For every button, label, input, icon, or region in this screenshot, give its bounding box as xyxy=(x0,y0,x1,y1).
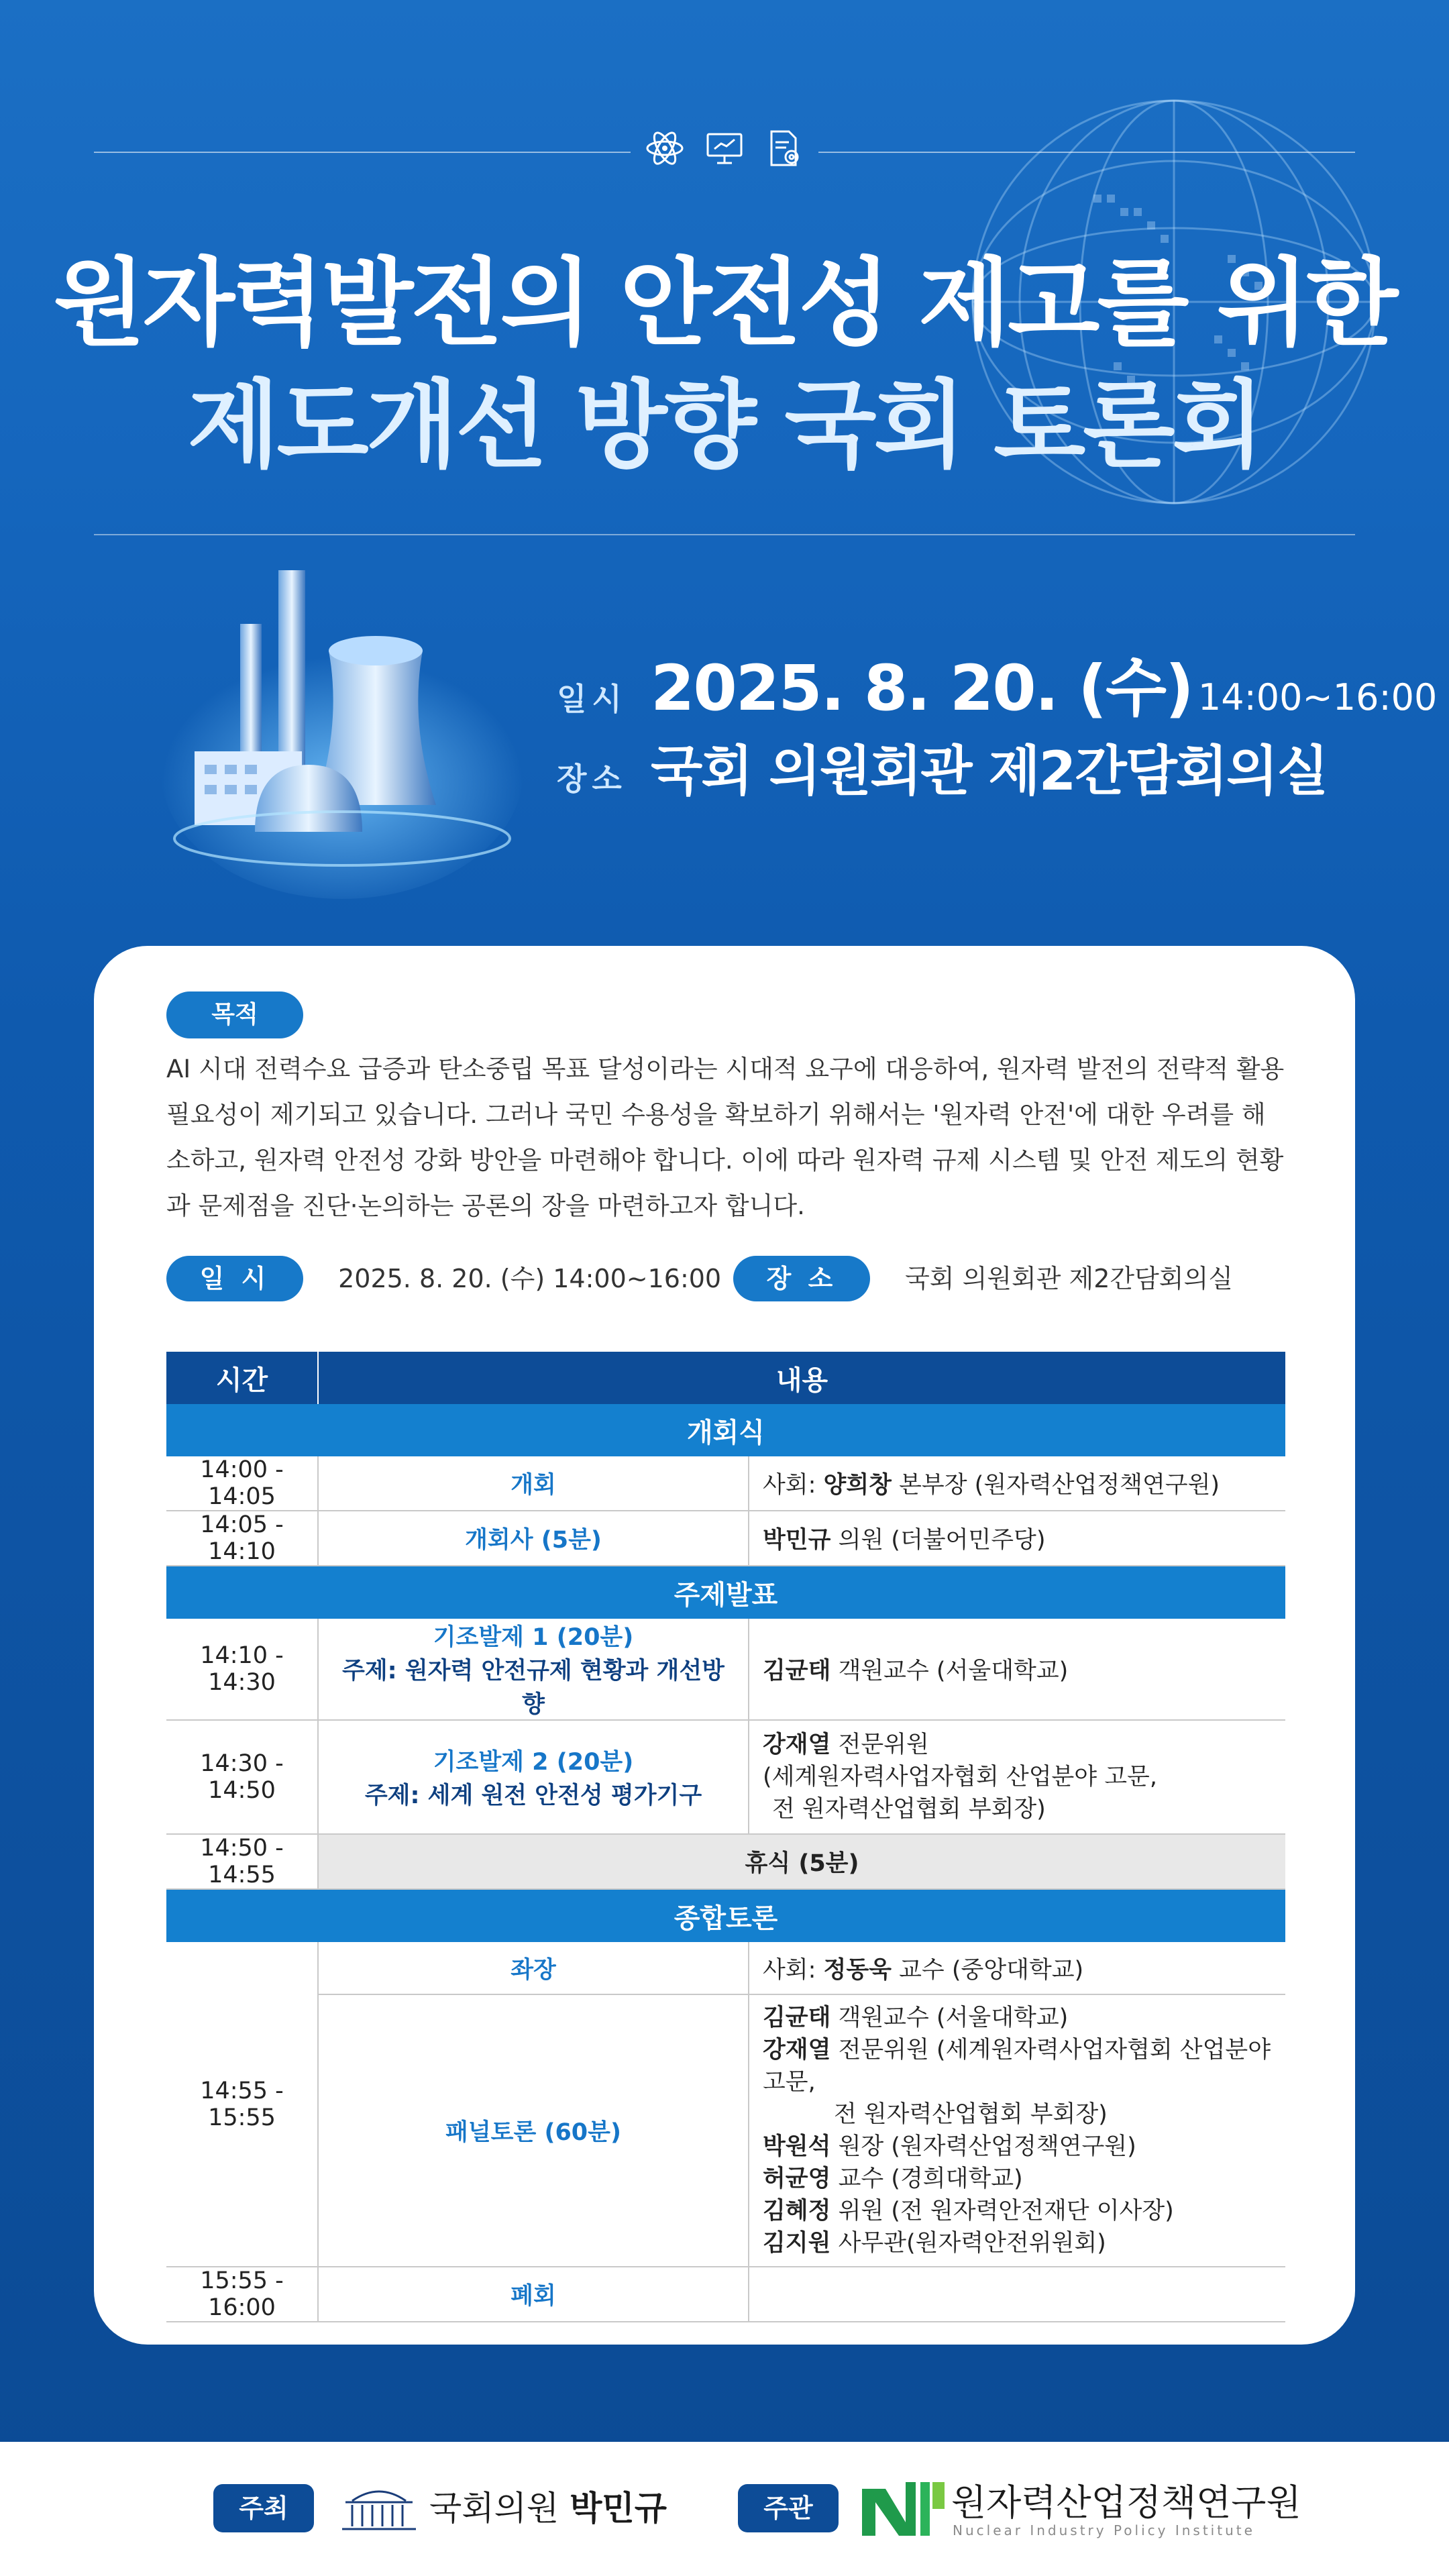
speaker-name: 정동욱 xyxy=(823,1956,892,1984)
row-time: 15:55 - 16:00 xyxy=(166,2267,318,2322)
panel-member: 김균태 객원교수 (서울대학교) xyxy=(763,2004,1069,2031)
row-item: 개회 xyxy=(318,1456,749,1511)
document-gear-icon xyxy=(763,127,805,169)
row-time: 14:00 - 14:05 xyxy=(166,1456,318,1511)
table-row xyxy=(166,1456,1285,1511)
table-row xyxy=(166,1619,1285,1720)
event-place-value: 국회 의원회관 제2간담회의실 xyxy=(651,740,1328,802)
speaker-detail: 본부장 (원자력산업정책연구원) xyxy=(891,1472,1220,1499)
panel-member: 박원석 원장 (원자력산업정책연구원) xyxy=(763,2133,1136,2160)
col-content-header: 내용 xyxy=(318,1352,1285,1404)
row-speaker-empty xyxy=(749,2267,1285,2322)
row-topic: 주제: 세계 원전 안전성 평가기구 xyxy=(364,1782,702,1809)
event-place-label: 장소 xyxy=(557,761,627,797)
divider-mid xyxy=(94,534,1355,535)
speaker-detail: 교수 (중앙대학교) xyxy=(891,1956,1084,1984)
row-item-title: 기조발제 2 (20분) xyxy=(433,1749,634,1776)
host-name xyxy=(429,2484,667,2532)
section-presentation xyxy=(166,1566,1285,1619)
speaker-detail-line: 전 원자력산업협회 부회장) xyxy=(772,1796,1046,1823)
event-date-value: 2025. 8. 20. (수) xyxy=(651,652,1193,725)
table-row xyxy=(166,1720,1285,1834)
atom-icon xyxy=(644,127,686,169)
panel-member: 김지원 사무관(원자력안전위원회) xyxy=(763,2230,1106,2257)
speaker-detail: 전문위원 xyxy=(830,1731,929,1758)
speaker-name: 박민규 xyxy=(763,1527,831,1554)
purpose-label: 목적 xyxy=(166,991,303,1038)
section-discussion xyxy=(166,1889,1285,1942)
content-card xyxy=(94,946,1355,2345)
host-person: 박민규 xyxy=(570,2489,667,2528)
schedule-table xyxy=(166,1352,1285,2322)
row-speaker xyxy=(749,1942,1285,1994)
national-assembly-icon xyxy=(335,2481,423,2534)
section-opening-title: 개회식 xyxy=(166,1404,1285,1456)
role-text: 사회: xyxy=(763,1956,824,1984)
purpose-text: AI 시대 전력수요 급증과 탄소중립 목표 달성이라는 시대적 요구에 대응하여, 원자력 발전의 전략적 활용 필요성이 제기되고 있습니다. 그러나 국민 수용성을 확보하기 위해서는 '원자력 안전'에 대한 우려를 해소하고, 원자력 안전성 강화 방안을 마련해야 합니다. 이에 따라 원자력 규제 시스템 및 안전 제도의 현황과 문제점을 진단·논의하는 공론의 장을 마련하고자 합니다. xyxy=(166,1055,1285,1220)
section-opening xyxy=(166,1404,1285,1456)
row-speaker xyxy=(749,1456,1285,1511)
speaker-detail: 의원 (더불어민주당) xyxy=(830,1527,1046,1554)
row-time: 14:55 - 15:55 xyxy=(166,1942,318,2267)
monitor-icon xyxy=(704,127,745,169)
col-time-header: 시간 xyxy=(166,1352,318,1404)
speaker-detail-line: (세계원자력사업자협회 산업분야 고문, xyxy=(763,1764,1157,1790)
organizer-label: 주관 xyxy=(738,2484,839,2532)
info-date-value: 2025. 8. 20. (수) 14:00~16:00 xyxy=(338,1264,722,1293)
row-item: 좌장 xyxy=(318,1942,749,1994)
table-row xyxy=(166,1994,1285,2267)
row-item-title: 기조발제 1 (20분) xyxy=(433,1624,634,1651)
row-time: 14:10 - 14:30 xyxy=(166,1619,318,1720)
row-time: 14:50 - 14:55 xyxy=(166,1834,318,1889)
host-label: 주최 xyxy=(213,2484,314,2532)
nips-logo xyxy=(859,2475,946,2542)
divider-top-left xyxy=(94,152,631,153)
table-row xyxy=(166,2267,1285,2322)
row-item: 개회사 (5분) xyxy=(318,1511,749,1566)
info-place xyxy=(733,1256,1233,1301)
panel-member: 전 원자력산업협회 부회장) xyxy=(834,2101,1108,2128)
event-time-value: 14:00~16:00 xyxy=(1197,676,1438,718)
table-row xyxy=(166,1942,1285,1994)
speaker-detail: 객원교수 (서울대학교) xyxy=(830,1658,1069,1684)
row-speaker xyxy=(749,1511,1285,1566)
row-item: 패널토론 (60분) xyxy=(318,1994,749,2267)
panel-member: 김혜정 위원 (전 원자력안전재단 이사장) xyxy=(763,2198,1174,2224)
table-header xyxy=(166,1352,1285,1404)
panel-list xyxy=(749,1994,1285,2267)
info-date xyxy=(166,1256,721,1301)
section-discussion-title: 종합토론 xyxy=(166,1889,1285,1942)
row-time: 14:05 - 14:10 xyxy=(166,1511,318,1566)
event-date-row xyxy=(557,637,1437,728)
nuclear-plant-illustration xyxy=(154,550,530,899)
event-date-label: 일시 xyxy=(557,681,627,717)
panel-member: 강재열 전문위원 (세계원자력사업자협회 산업분야 고문, xyxy=(763,2037,1271,2096)
row-item: 폐회 xyxy=(318,2267,749,2322)
info-date-label: 일 시 xyxy=(166,1256,303,1301)
table-row-break xyxy=(166,1834,1285,1889)
organizer-name: 원자력산업정책연구원 xyxy=(951,2481,1301,2524)
row-item xyxy=(318,1619,749,1720)
speaker-name: 양희창 xyxy=(823,1472,892,1499)
speaker-name: 김균태 xyxy=(763,1658,831,1684)
row-item xyxy=(318,1720,749,1834)
event-place-row xyxy=(557,728,1328,805)
title-line-2: 제도개선 방향 국회 토론회 xyxy=(187,370,1262,481)
host-prefix: 국회의원 xyxy=(429,2489,570,2528)
title-line-1: 원자력발전의 안전성 제고를 위한 xyxy=(53,248,1396,359)
divider-top-right xyxy=(818,152,1355,153)
role-text: 사회: xyxy=(763,1472,824,1499)
info-place-label: 장 소 xyxy=(733,1256,870,1301)
table-row xyxy=(166,1511,1285,1566)
footer xyxy=(0,2442,1449,2576)
row-topic: 주제: 원자력 안전규제 현황과 개선방향 xyxy=(342,1658,724,1718)
panel-member: 허균영 교수 (경희대학교) xyxy=(763,2165,1023,2192)
top-icon-group xyxy=(644,127,805,174)
row-speaker xyxy=(749,1720,1285,1834)
row-speaker xyxy=(749,1619,1285,1720)
section-presentation-title: 주제발표 xyxy=(166,1566,1285,1619)
row-break-item: 휴식 (5분) xyxy=(318,1834,1285,1889)
info-place-value: 국회 의원회관 제2간담회의실 xyxy=(905,1264,1233,1293)
row-time: 14:30 - 14:50 xyxy=(166,1720,318,1834)
organizer-subtitle: Nuclear Industry Policy Institute xyxy=(953,2522,1255,2538)
speaker-name: 강재열 xyxy=(763,1731,831,1758)
